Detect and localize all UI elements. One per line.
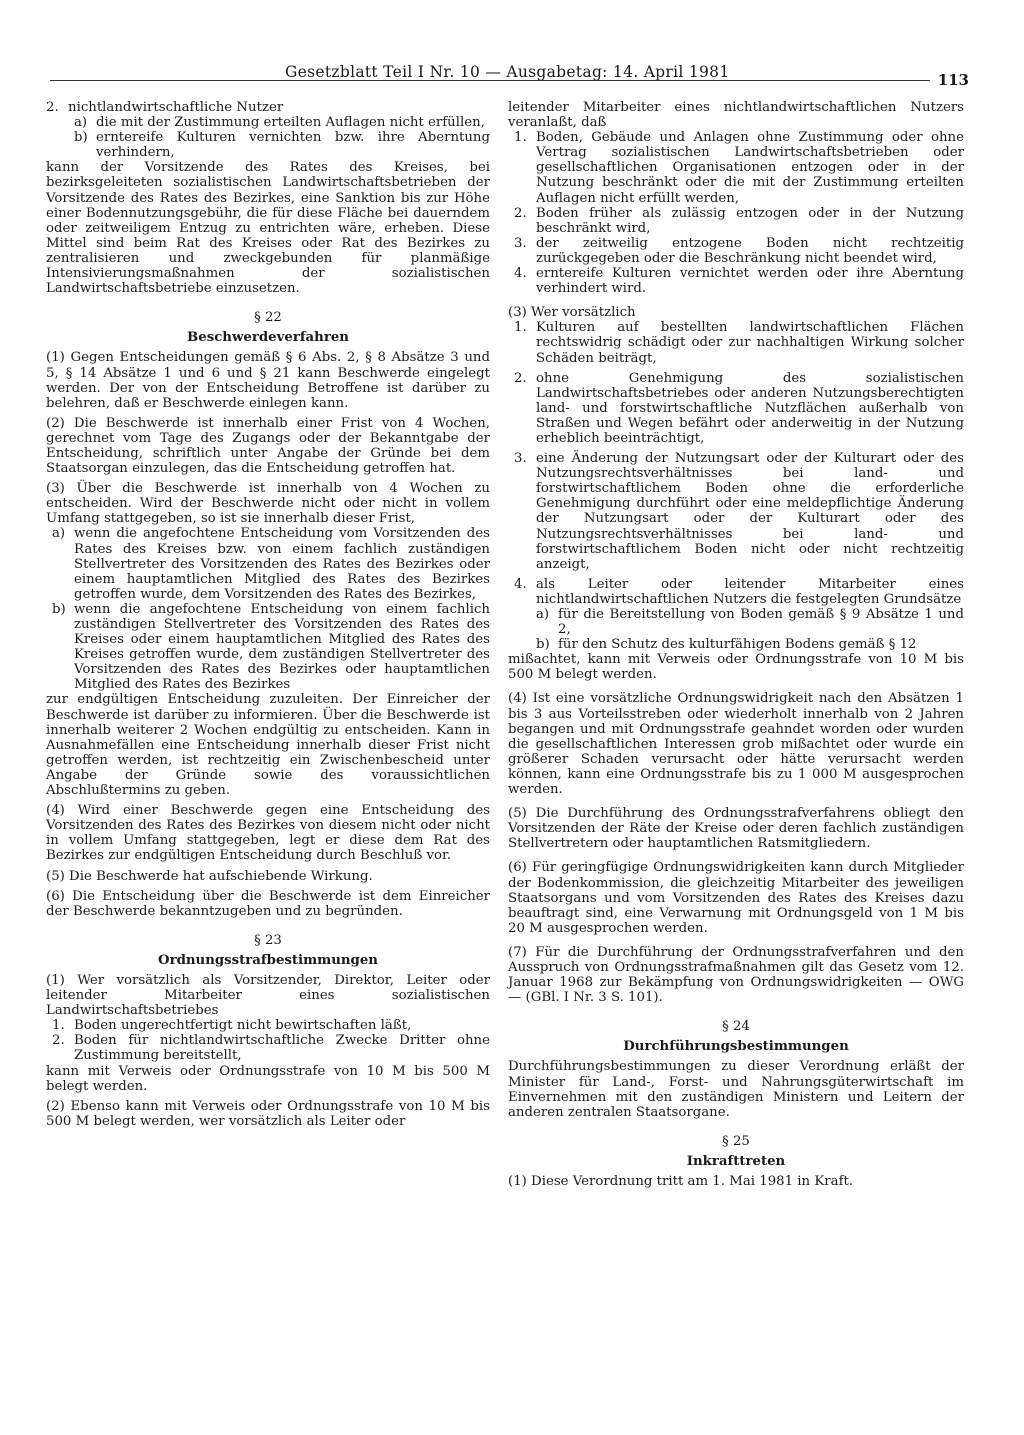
item-number: a) xyxy=(52,526,66,542)
paragraph: (4) Ist eine vorsätzliche Ordnungswidrigkeit nach den Absätzen 1 bis 3 aus Vorteilsstreben oder wiederholt innerhalb von 2 Jahren begangen und mit Ordnungsstrafe geahndet worden oder wurden die gesellschaftlichen Interessen grob mißachtet oder wurde ein größerer Schaden verursacht oder hätte verursacht werden können, kann eine Ordnungsstrafe bis zu 1 000 M ausgesprochen werden. xyxy=(508,691,964,798)
item-number: 2. xyxy=(52,1033,65,1049)
paragraph: kann mit Verweis oder Ordnungsstrafe von 10 M bis 500 M belegt werden. xyxy=(46,1063,490,1094)
paragraph: (6) Die Entscheidung über die Beschwerde ist dem Einreicher der Beschwerde bekanntzugeben und zu begründen. xyxy=(46,888,490,919)
paragraph: leitender Mitarbeiter eines nichtlandwirtschaftlichen Nutzers veranlaßt, daß xyxy=(508,100,964,131)
paragraph: (1) Wer vorsätzlich als Vorsitzender, Direktor, Leiter oder leitender Mitarbeiter eines sozialistischen Landwirtschaftsbetriebes xyxy=(46,972,490,1019)
item-number: 1. xyxy=(52,1018,65,1034)
section-number: § 23 xyxy=(254,932,282,948)
paragraph: zur endgültigen Entscheidung zuzuleiten. Der Einreicher der Beschwerde ist darüber zu informieren. Über die Beschwerde ist innerhalb weiterer 2 Wochen endgültig zu entscheiden. Kann in Ausnahmefällen eine Entscheidung innerhalb dieser Frist nicht getroffen werden, ist rechtzeitig ein Zwischenbescheid unter Angabe der Gründe sowie des voraussichtlichen Abschlußtermins zu geben. xyxy=(46,692,490,799)
list-item xyxy=(46,602,490,693)
list-item xyxy=(508,371,964,446)
item-text: für die Bereitstellung von Boden gemäß § 9 Absätze 1 und 2, xyxy=(558,607,964,638)
list-item xyxy=(46,1033,490,1063)
item-text: Kulturen auf bestellten landwirtschaftlichen Flächen rechtswidrig schädigt oder zur nachhaltigen Wirkung solcher Schäden beiträgt, xyxy=(536,320,964,366)
paragraph: (1) Diese Verordnung tritt am 1. Mai 1981 in Kraft. xyxy=(508,1174,854,1189)
list-item xyxy=(46,526,490,601)
list-item xyxy=(530,607,964,637)
item-number: 4. xyxy=(514,266,527,282)
item-number: 1. xyxy=(514,130,527,146)
item-number: 2. xyxy=(46,100,59,115)
section-heading: Beschwerdeverfahren xyxy=(187,330,349,346)
list-item xyxy=(508,266,964,296)
paragraph: (5) Die Durchführung des Ordnungsstrafverfahrens obliegt den Vorsitzenden der Räte der Kreise oder deren fachlich zuständigen Stellvertretern oder hauptamtlichen Ratsmitgliedern. xyxy=(508,806,964,852)
section-number: § 25 xyxy=(722,1133,750,1149)
paragraph: (7) Für die Durchführung der Ordnungsstrafverfahren und den Ausspruch von Ordnungsstrafmaßnahmen gilt das Gesetz vom 12. Januar 1968 zur Bekämpfung von Ordnungswidrigkeiten — OWG — (GBl. I Nr. 3 S. 101). xyxy=(508,944,964,1006)
list-item xyxy=(508,451,964,572)
item-number: b) xyxy=(52,601,66,617)
paragraph: (6) Für geringfügige Ordnungswidrigkeiten kann durch Mitglieder der Bodenkommission, die gleichzeitig Mitarbeiter des jeweiligen Staatsorgans und vom Vorsitzenden des Rates des Kreises dazu beauftragt sind, eine Verwarnung mit Ordnungsgeld von 1 M bis 20 M ausgesprochen werden. xyxy=(508,860,964,936)
list-item xyxy=(508,236,964,266)
item-text: eine Änderung der Nutzungsart oder der Kulturart oder des Nutzungsrechtsverhältnisses bei land- und forstwirtschaftlichem Boden ohne die erforderliche Genehmigung durchführt oder eine meldepflichtige Änderung der Nutzungsart oder der Kulturart oder des Nutzungsrechtsverhältnisses bei land- und forstwirtschaftlichem Boden nicht oder nicht rechtzeitig anzeigt, xyxy=(536,451,964,572)
list-item xyxy=(508,577,964,607)
item-text: wenn die angefochtene Entscheidung von einem fachlich zuständigen Stellvertreter des Vorsitzenden des Rates des Kreises oder einem hauptamtlichen Mitglied des Rates des Kreises getroffen wurde, dem zuständigen Stellvertreter des Vorsitzenden des Rates des Bezirkes oder hauptamtlichen Mitglied des Rates des Bezirkes xyxy=(74,601,490,693)
item-text: Boden für nichtlandwirtschaftliche Zwecke Dritter ohne Zustimmung bereitstellt, xyxy=(74,1033,490,1064)
item-text: wenn die angefochtene Entscheidung vom Vorsitzenden des Rates des Kreises bzw. von einem fachlich zuständigen Stellvertreter des Vorsitzenden des Rates des Bezirkes oder einem hauptamtlichen Mitglied des Rates des Bezirkes getroffen wurde, dem Vorsitzenden des Rates des Bezirkes, xyxy=(74,526,490,602)
list-item xyxy=(508,320,964,365)
item-text: der zeitweilig entzogene Boden nicht rechtzeitig zurückgegeben oder die Beschränkung nicht beendet wird, xyxy=(536,235,964,266)
item-number: 1. xyxy=(514,320,527,336)
list-item xyxy=(508,130,964,205)
paragraph: Durchführungsbestimmungen zu dieser Verordnung erläßt der Minister für Land-, Forst- und Nahrungsgüterwirtschaft im Einvernehmen mit den zuständigen Ministern und Leitern der anderen zentralen Staatsorgane. xyxy=(508,1059,964,1120)
list-item xyxy=(530,637,964,652)
item-text: erntereife Kulturen vernichten bzw. ihre Aberntung verhindern, xyxy=(96,130,490,161)
list-item xyxy=(68,130,490,160)
item-number: a) xyxy=(536,607,550,622)
item-number: 2. xyxy=(514,370,527,386)
page-header xyxy=(50,63,974,89)
section-heading: Durchführungsbestimmungen xyxy=(623,1039,849,1055)
section-heading: Ordnungsstrafbestimmungen xyxy=(158,952,378,968)
paragraph: (2) Die Beschwerde ist innerhalb einer Frist von 4 Wochen, gerechnet vom Tage des Zugangs oder der Bekanntgabe der Entscheidung, schriftlich unter Angabe der Gründe bei dem Staatsorgan einzulegen, das die Entscheidung getroffen hat. xyxy=(46,415,490,477)
item-text: Boden ungerechtfertigt nicht bewirtschaften läßt, xyxy=(74,1018,412,1034)
item-text: nichtlandwirtschaftliche Nutzer xyxy=(68,100,284,115)
item-number: 2. xyxy=(514,205,527,221)
item-text: die mit der Zustimmung erteilten Auflagen nicht erfüllen, xyxy=(96,115,485,131)
item-text: erntereife Kulturen vernichtet werden oder ihre Aberntung verhindert wird. xyxy=(536,266,964,297)
item-text: Boden früher als zulässig entzogen oder in der Nutzung beschränkt wird, xyxy=(536,205,964,236)
item-text: als Leiter oder leitender Mitarbeiter eines nichtlandwirtschaftlichen Nutzers die festgelegten Grundsätze xyxy=(536,576,964,607)
item-number: b) xyxy=(536,637,550,653)
list-item xyxy=(46,1018,490,1033)
item-text: für den Schutz des kulturfähigen Bodens gemäß § 12 xyxy=(558,637,917,653)
item-number: 3. xyxy=(514,235,527,251)
section-number: § 24 xyxy=(722,1019,750,1035)
list-item xyxy=(68,115,490,130)
paragraph: (5) Die Beschwerde hat aufschiebende Wirkung. xyxy=(46,868,373,884)
item-number: b) xyxy=(74,130,88,146)
paragraph: kann der Vorsitzende des Rates des Kreises, bei bezirksgeleiteten sozialistischen Landwirtschaftsbetrieben der Vorsitzende des Rates des Bezirkes, eine Sanktion bis zur Höhe einer Bodennutzungsgebühr, die für diese Fläche bei dauerndem oder zeitweiligem Entzug zu entrichten wäre, erheben. Diese Mittel sind beim Rat des Kreises oder Rat des Bezirkes zu zentralisieren und zweckgebunden für planmäßige Intensivierungsmaßnahmen der sozialistischen Landwirtschaftsbetriebe einzusetzen. xyxy=(46,160,490,297)
item-text: ohne Genehmigung des sozialistischen Landwirtschaftsbetriebes oder anderen Nutzungsberechtigten land- und forstwirtschaftliche Nutzflächen außerhalb von Straßen und Wegen befährt oder anderweitig in der Nutzung erheblich beeinträchtigt, xyxy=(536,370,964,446)
section-heading: Inkrafttreten xyxy=(686,1153,786,1169)
item-number: 3. xyxy=(514,451,527,467)
paragraph: (3) Über die Beschwerde ist innerhalb von 4 Wochen zu entscheiden. Wird der Beschwerde nicht oder nicht in vollem Umfang stattgegeben, so ist sie innerhalb dieser Frist, xyxy=(46,481,490,527)
paragraph: mißachtet, kann mit Verweis oder Ordnungsstrafe von 10 M bis 500 M belegt werden. xyxy=(508,652,964,683)
header-rule xyxy=(50,80,930,81)
header-title: Gesetzblatt Teil I Nr. 10 — Ausgabetag: 14. April 1981 xyxy=(285,63,730,81)
item-number: 4. xyxy=(514,576,527,592)
list-item xyxy=(508,206,964,236)
item-text: Boden, Gebäude und Anlagen ohne Zustimmung oder ohne Vertrag sozialistischen Landwirtschaftsbetrieben oder gesellschaftlichen Organisationen entzogen oder in der Nutzung beschränkt oder die mit der Zustimmung erteilten Auflagen nicht erfüllt werden, xyxy=(536,130,964,206)
item-number: a) xyxy=(74,115,88,131)
paragraph: (1) Gegen Entscheidungen gemäß § 6 Abs. 2, § 8 Absätze 3 und 5, § 14 Absätze 1 und 6 und § 21 kann Beschwerde eingelegt werden. Der von der Entscheidung Betroffene ist darüber zu belehren, daß er Beschwerde einlegen kann. xyxy=(46,350,490,411)
paragraph: (2) Ebenso kann mit Verweis oder Ordnungsstrafe von 10 M bis 500 M belegt werden, wer vorsätzlich als Leiter oder xyxy=(46,1098,490,1129)
paragraph: (4) Wird einer Beschwerde gegen eine Entscheidung des Vorsitzenden des Rates des Bezirkes von diesem nicht oder nicht in vollem Umfang stattgegeben, legt er diese dem Rat des Bezirkes zur endgültigen Entscheidung durch Beschluß vor. xyxy=(46,803,490,864)
list-item xyxy=(46,100,490,115)
section-number: § 22 xyxy=(254,310,282,326)
paragraph: (3) Wer vorsätzlich xyxy=(508,305,636,321)
page-number: 113 xyxy=(937,71,969,89)
left-column xyxy=(46,100,490,1129)
right-column xyxy=(508,100,964,1189)
